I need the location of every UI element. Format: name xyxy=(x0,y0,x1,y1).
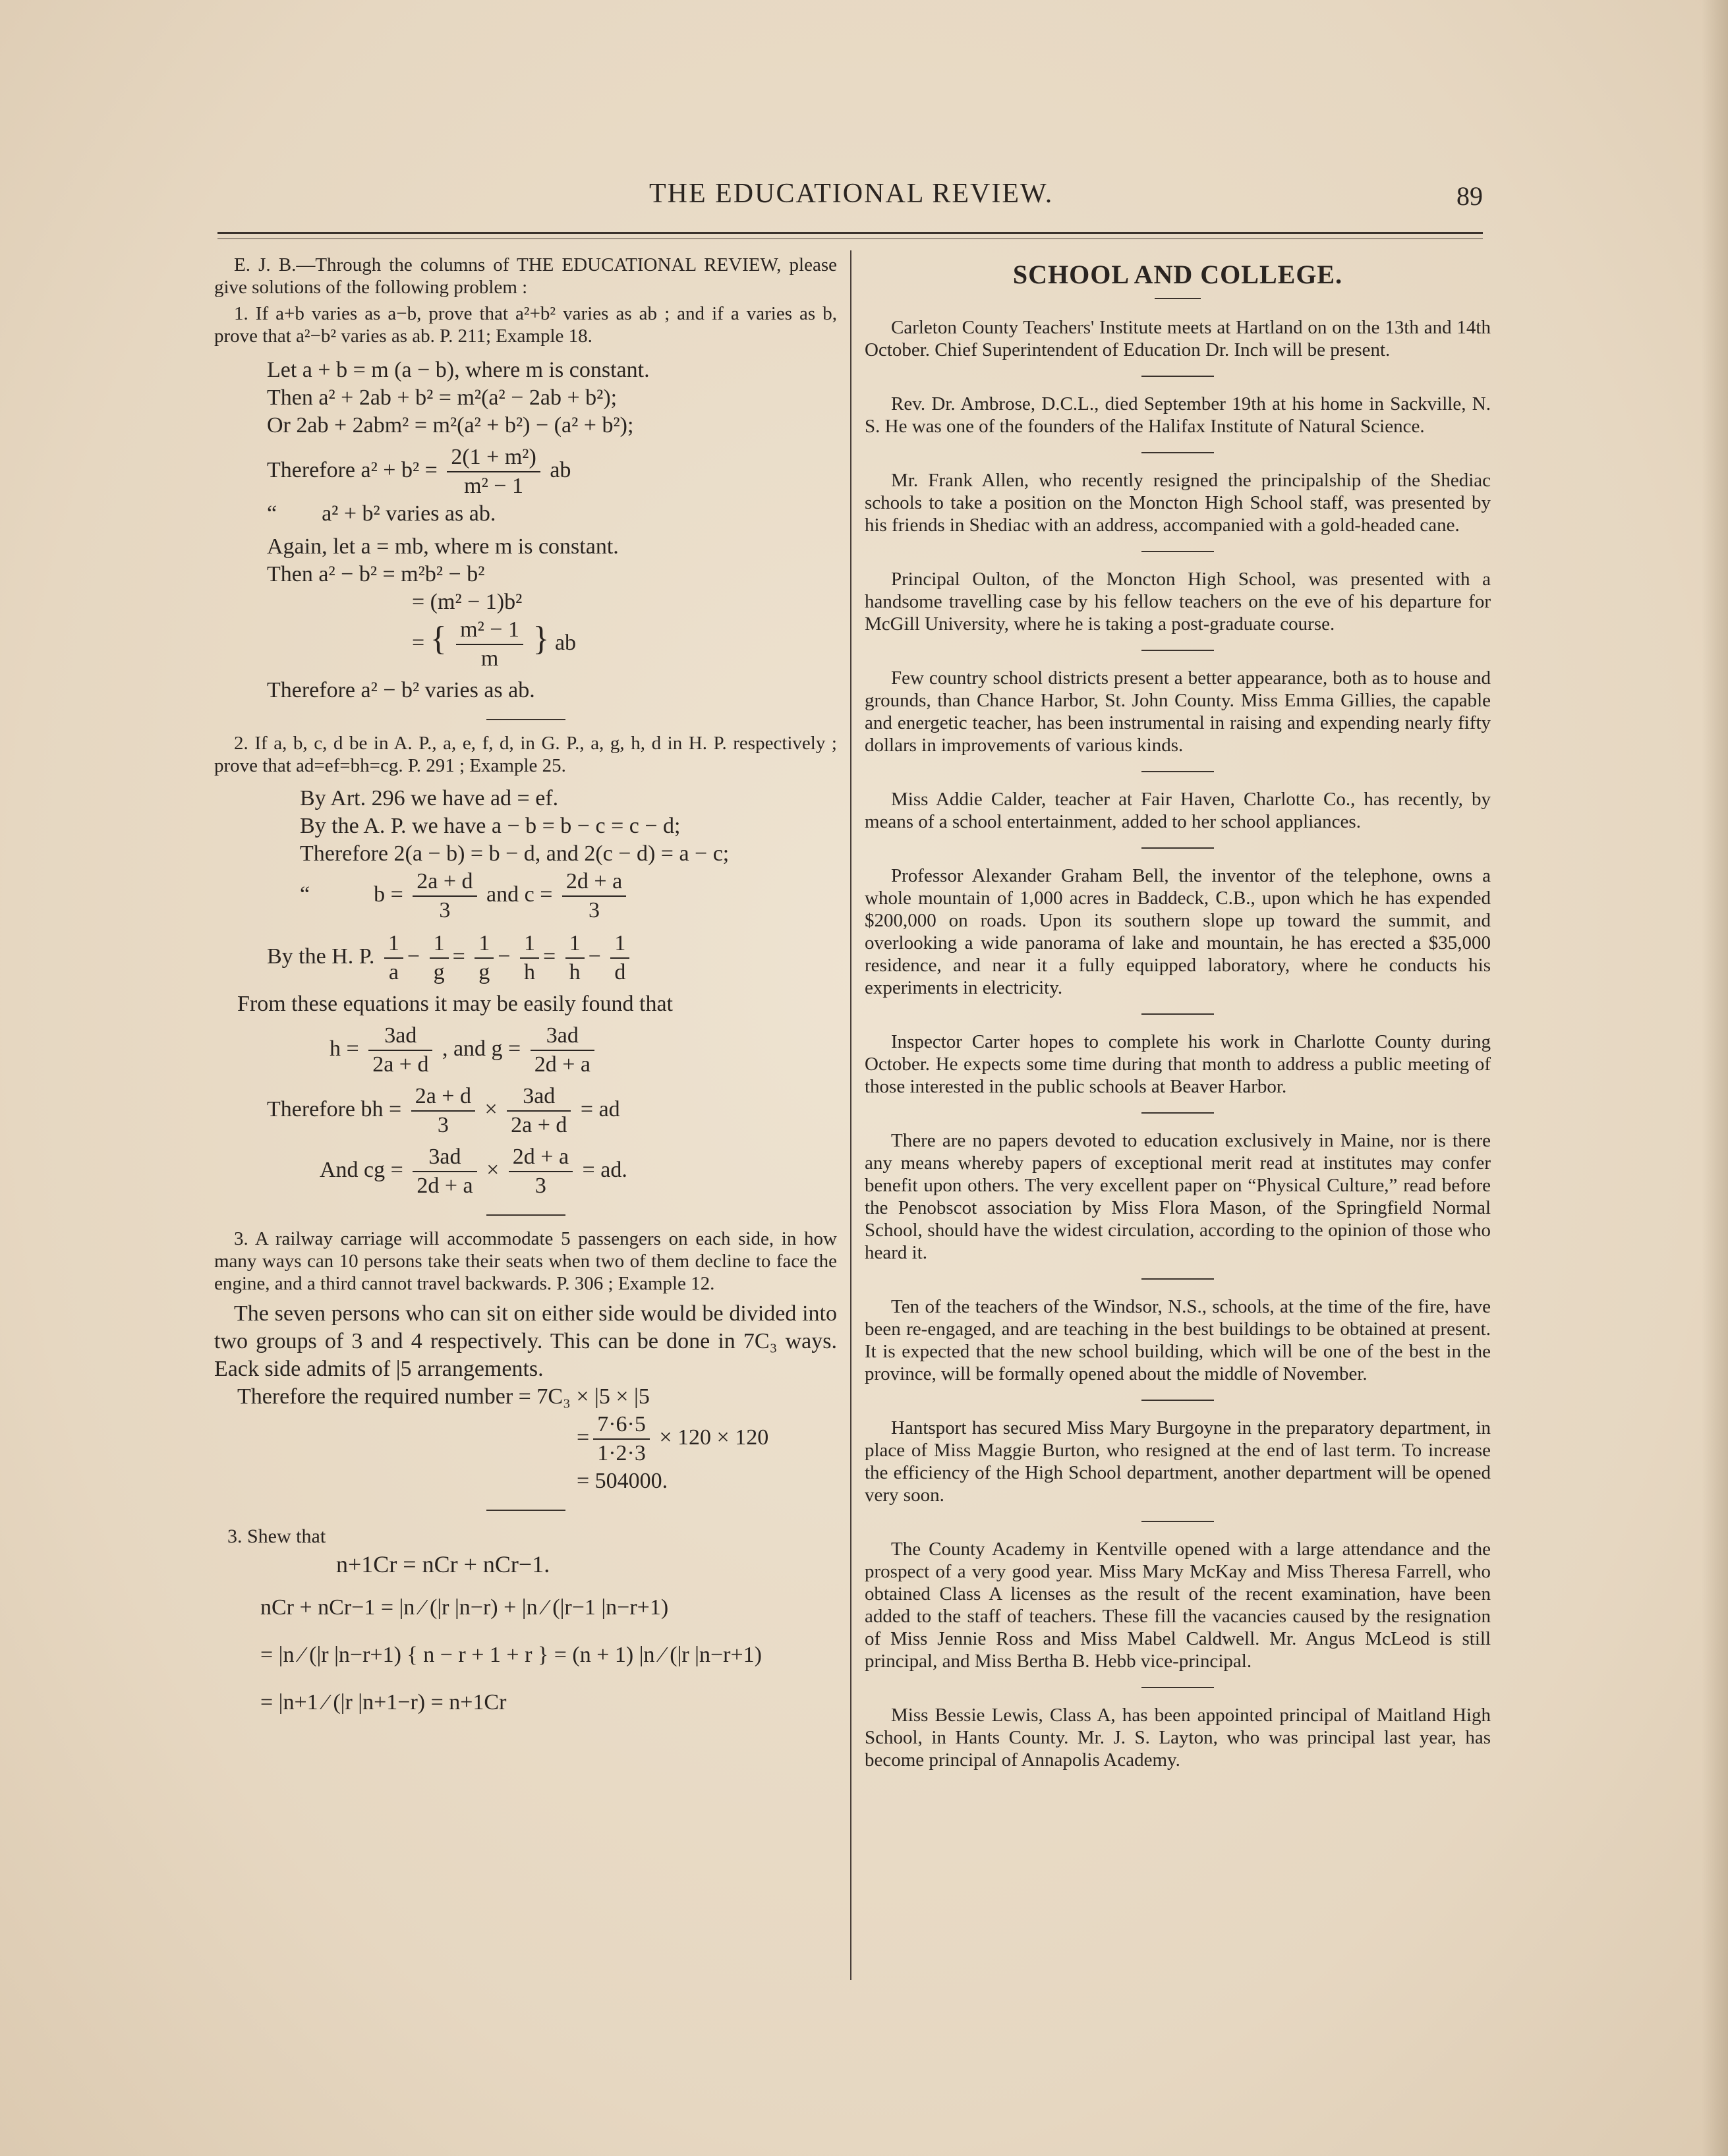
q4-statement: n+1Cr = nCr + nCr−1. xyxy=(336,1551,550,1577)
q2-hp-f6-num: 1 xyxy=(610,930,629,959)
q1-fraction xyxy=(447,443,540,500)
q2-hp-f2-den: g xyxy=(433,960,445,984)
q2-h-den: 2a + d xyxy=(372,1052,429,1077)
q2-hp-f3 xyxy=(475,930,494,986)
q1-then-2: = (m² − 1)b² xyxy=(412,590,523,614)
q2-hp-f5-num: 1 xyxy=(565,930,585,959)
q2-b-fraction xyxy=(413,868,476,924)
q2-hp-f1 xyxy=(384,930,403,986)
separator xyxy=(1141,1013,1214,1015)
q2-line-1: By Art. 296 we have ad = ef. xyxy=(300,786,559,810)
q3-fraction-den: 1·2·3 xyxy=(597,1441,646,1465)
q1-then-3-rhs: ab xyxy=(554,630,577,655)
q2-hp-f4 xyxy=(520,930,539,986)
q2-hp-f6-den: d xyxy=(614,960,626,984)
q2-bh-n2: 3ad xyxy=(507,1083,571,1112)
q3-required-2: = $\frac{7\cdot 6\cdot 5}{1\cdot 2\cdot 3}$ × 120 × 120 xyxy=(214,1411,837,1467)
q2-g-den: 2d + a xyxy=(534,1052,590,1077)
q2-g-num: 3ad xyxy=(531,1022,594,1051)
news-item: Ten of the teachers of the Windsor, N.S., schools, at the time of the fire, have been re-engaged, and are teaching in the best buildings to be obtained at present. It is expected that the new school building, which will be one of the best in the province, will be formally opened about the middle of November. xyxy=(865,1296,1491,1384)
section-heading: SCHOOL AND COLLEGE. xyxy=(1012,260,1343,289)
q3-fraction-num: 7·6·5 xyxy=(593,1411,650,1440)
q3-answer: The seven persons who can sit on either side would be divided into two groups of 3 and 4 respectively. This can be done in 7C₃ ways. Eack side admits of |5 arrangements. xyxy=(214,1301,837,1381)
q2-bh-lhs: Therefore bh = xyxy=(267,1096,402,1121)
q2-from: From these equations it may be easily found that xyxy=(237,992,673,1016)
separator xyxy=(1141,1521,1214,1522)
q3-required: Therefore the required number = 7C₃ × |5 × |5 xyxy=(237,1384,650,1409)
news-item: Miss Addie Calder, teacher at Fair Haven, Charlotte Co., has recently, by means of a school entertainment, added to her school appliances. xyxy=(865,789,1491,832)
q1-then-3-fraction xyxy=(456,616,523,673)
q2-hp-f3-den: g xyxy=(478,960,490,984)
q4-line-3: = |n+1 ⁄ (|r |n+1−r) = n+1Cr xyxy=(260,1690,507,1715)
separator xyxy=(486,719,565,720)
journal-title: THE EDUCATIONAL REVIEW. xyxy=(649,179,1054,209)
q2-cg-d1: 2d + a xyxy=(417,1174,473,1198)
news-item: Inspector Carter hopes to complete his work in Charlotte County during October. He expects some time during that month to address a public meeting of those interested in the public schools at Beaver Harbor. xyxy=(865,1031,1491,1097)
q1-then-3 xyxy=(214,616,837,673)
q2-bh-rhs: = ad xyxy=(580,1096,620,1121)
q1-then-3-num: m² − 1 xyxy=(456,616,523,645)
separator xyxy=(1141,650,1214,651)
page-edge-shadow xyxy=(1702,0,1728,2156)
q2-h-lhs: h = xyxy=(330,1036,359,1061)
q2-and: and c = xyxy=(486,882,553,907)
q2-c-den: 3 xyxy=(589,898,600,922)
question-1: 1. If a+b varies as a−b, prove that a²+b² varies as ab ; and if a varies as b, prove that a²−b² varies as ab. P. 211; Example 18. xyxy=(214,303,837,347)
q2-c-fraction xyxy=(562,868,626,924)
separator xyxy=(1141,452,1214,453)
separator xyxy=(1141,551,1214,552)
news-item: The County Academy in Kentville opened with a large attendance and the prospect of a very good year. Miss Mary McKay and Miss Theresa Farrell, who obtained Class A licenses as the result of the recent examination, have been added to the staff of teachers. These fill the vacancies caused by the resignation of Miss Jennie Ross and Miss Mabel Caldwell. Mr. Angus McLeod is still principal, and Miss Bertha B. Hebb vice-principal. xyxy=(865,1539,1491,1672)
page-header xyxy=(217,178,1483,224)
q2-h-fraction xyxy=(368,1022,432,1079)
separator xyxy=(1141,847,1214,849)
header-rule xyxy=(217,232,1483,234)
q1-therefore xyxy=(214,443,837,500)
q2-b-lhs: b = xyxy=(374,882,403,907)
q1-final: Therefore a² − b² varies as ab. xyxy=(267,678,535,702)
q1-fraction-num: 2(1 + m²) xyxy=(447,443,540,472)
q2-cg-d2: 3 xyxy=(534,1174,546,1198)
q2-b-num: 2a + d xyxy=(413,868,476,897)
q2-c-num: 2d + a xyxy=(562,868,626,897)
q1-again: Again, let a = mb, where m is constant. xyxy=(267,534,619,559)
separator xyxy=(1141,771,1214,772)
q1-line-1: Let a + b = m (a − b), where m is constant. xyxy=(267,358,650,382)
news-item: Carleton County Teachers' Institute meets at Hartland on on the 13th and 14th October. Chief Superintendent of Education Dr. Inch will be present. xyxy=(865,317,1491,360)
q1-then-3-lhs: = xyxy=(412,630,425,655)
q2-h-num: 3ad xyxy=(368,1022,432,1051)
q2-hp-f5-den: h xyxy=(569,960,581,984)
q2-bh-n1: 2a + d xyxy=(411,1083,475,1112)
news-item: Rev. Dr. Ambrose, D.C.L., died September 19th at his home in Sackville, N. S. He was one of the founders of the Halifax Institute of Natural Science. xyxy=(865,393,1491,437)
q2-bh-f1 xyxy=(411,1083,475,1139)
q2-hp-f2 xyxy=(430,930,449,986)
q4-label: 3. Shew that xyxy=(227,1525,326,1547)
q2-hp-lhs: By the H. P. xyxy=(267,944,375,969)
q2-hp: By the H. P. $\frac{1}{a}$ − $\frac{1}{g}$ = $\frac{1}{g}$ − $\frac{1}{h}$ = $\frac{1}{h}$ − $\frac{1}{d}$ xyxy=(214,930,837,986)
q1-then: Then a² − b² = m²b² − b² xyxy=(267,562,485,586)
separator xyxy=(486,1510,565,1511)
separator xyxy=(1141,1112,1214,1114)
news-item: There are no papers devoted to education exclusively in Maine, nor is there any means whereby papers of exceptional merit read at institutes may confer benefit upon others. The very excellent paper on “Physical Culture,” read before the Penobscot association by Miss Flora Mason, of the Springfield Normal School, should have the widest circulation, according to the opinion of those who heard it. xyxy=(865,1130,1491,1263)
q2-cg-rhs: = ad. xyxy=(582,1157,627,1182)
q2-hp-f4-num: 1 xyxy=(520,930,539,959)
q2-bh-f2 xyxy=(507,1083,571,1139)
q2-hp-f2-num: 1 xyxy=(430,930,449,959)
q1-then-3-den: m xyxy=(480,646,499,671)
news-item: Mr. Frank Allen, who recently resigned the principalship of the Shediac schools to take a position on the Moncton High School staff, was presented by his friends in Shediac with an address, accompanied with a gold-headed cane. xyxy=(865,470,1491,536)
q2-cg-n1: 3ad xyxy=(413,1143,476,1172)
q1-therefore-rhs: ab xyxy=(550,457,571,482)
q2-cg: And cg = $\frac{3ad}{2d + a}$ × $\frac{2d + a}{3}$ = ad. xyxy=(214,1143,837,1200)
q3-result: = 504000. xyxy=(577,1469,668,1493)
q2-g-and: , and g = xyxy=(442,1036,521,1061)
left-column xyxy=(214,254,837,1716)
news-item: Miss Bessie Lewis, Class A, has been appointed principal of Maitland High School, in Hants County. Mr. J. S. Layton, who was principal last year, has become principal of Annapolis Academy. xyxy=(865,1705,1491,1771)
intro-paragraph: E. J. B.—Through the columns of THE EDUCATIONAL REVIEW, please give solutions of the following problem : xyxy=(214,254,837,298)
q2-cg-f2 xyxy=(509,1143,573,1200)
q2-hp-f3-num: 1 xyxy=(475,930,494,959)
separator xyxy=(1155,298,1201,299)
q2-cg-n2: 2d + a xyxy=(509,1143,573,1172)
q1-brace-open: { xyxy=(430,619,447,658)
q1-varies: “ a² + b² varies as ab. xyxy=(267,501,496,526)
q2-hp-f6 xyxy=(610,930,629,986)
question-2: 2. If a, b, c, d be in A. P., a, e, f, d, in G. P., a, g, h, d in H. P. respectively ; prove that ad=ef=bh=cg. P. 291 ; Example 25. xyxy=(214,733,837,776)
separator xyxy=(1141,1687,1214,1688)
q1-line-2: Then a² + 2ab + b² = m²(a² − 2ab + b²); xyxy=(267,385,618,410)
news-item: Principal Oulton, of the Moncton High School, was presented with a handsome travelling case by his fellow teachers on the eve of his departure for McGill University, where he is taking a post-graduate course. xyxy=(865,569,1491,635)
separator xyxy=(1141,376,1214,377)
q2-line-2: By the A. P. we have a − b = b − c = c − d; xyxy=(300,814,681,838)
question-3: 3. A railway carriage will accommodate 5 passengers on each side, in how many ways can 10 persons take their seats when two of them decline to face the engine, and a third cannot travel backwards. P. 306 ; Example 12. xyxy=(214,1228,837,1294)
separator xyxy=(1141,1278,1214,1280)
right-column xyxy=(865,254,1491,1771)
q2-line-3: Therefore 2(a − b) = b − d, and 2(c − d) = a − c; xyxy=(300,841,730,866)
q2-cg-lhs: And cg = xyxy=(320,1157,403,1182)
q1-therefore-lhs: Therefore a² + b² = xyxy=(267,457,438,482)
q4-line-1: nCr + nCr−1 = |n ⁄ (|r |n−r) + |n ⁄ (|r−1 |n−r+1) xyxy=(260,1595,669,1620)
news-item: Few country school districts present a better appearance, both as to house and grounds, than Chance Harbor, St. John County. Miss Emma Gillies, the capable and energetic teacher, has been instrumental in raising and expending nearly fifty dollars in improvements of various kinds. xyxy=(865,667,1491,756)
q2-cg-f1 xyxy=(413,1143,476,1200)
q2-bc xyxy=(214,868,837,924)
column-divider xyxy=(850,250,851,1980)
news-item: Hantsport has secured Miss Mary Burgoyne in the preparatory department, in place of Miss Maggie Burton, who resigned at the end of last term. To increase the efficiency of the High School department, another department will be opened very soon. xyxy=(865,1417,1491,1506)
q2-hp-f1-den: a xyxy=(388,960,399,984)
q2-ditto: “ xyxy=(300,882,310,907)
q1-fraction-den: m² − 1 xyxy=(464,474,523,498)
q2-hp-f5 xyxy=(565,930,585,986)
q3-fraction xyxy=(593,1411,650,1467)
separator xyxy=(1141,1400,1214,1401)
q4-line-2: = |n ⁄ (|r |n−r+1) { n − r + 1 + r } = (n + 1) |n ⁄ (|r |n−r+1) xyxy=(260,1643,762,1667)
separator xyxy=(486,1214,565,1216)
q2-hp-f4-den: h xyxy=(523,960,535,984)
q2-g-fraction xyxy=(531,1022,594,1079)
q2-bh-d1: 3 xyxy=(437,1113,449,1137)
q2-b-den: 3 xyxy=(439,898,451,922)
q3-required-rhs: × 120 × 120 xyxy=(659,1425,769,1450)
q1-brace-close: } xyxy=(533,619,550,658)
page-number: 89 xyxy=(1456,181,1483,211)
q1-line-3: Or 2ab + 2abm² = m²(a² + b²) − (a² + b²); xyxy=(267,413,634,438)
q2-bh-d2: 2a + d xyxy=(511,1113,567,1137)
q2-h-g xyxy=(214,1022,837,1079)
q2-bh: Therefore bh = $\frac{2a + d}{3}$ × $\frac{3ad}{2a + d}$ = ad xyxy=(214,1083,837,1139)
news-item: Professor Alexander Graham Bell, the inventor of the telephone, owns a whole mountain of 1,000 acres in Baddeck, C.B., upon which he has expended $200,000 on roads. Upon its southern slope up toward the summit, and overlooking a wide panorama of lake and mountain, he has erected a $35,000 residence, and near it a fully equipped laboratory, where he conducts his experiments in electricity. xyxy=(865,865,1491,998)
q2-hp-f1-num: 1 xyxy=(384,930,403,959)
